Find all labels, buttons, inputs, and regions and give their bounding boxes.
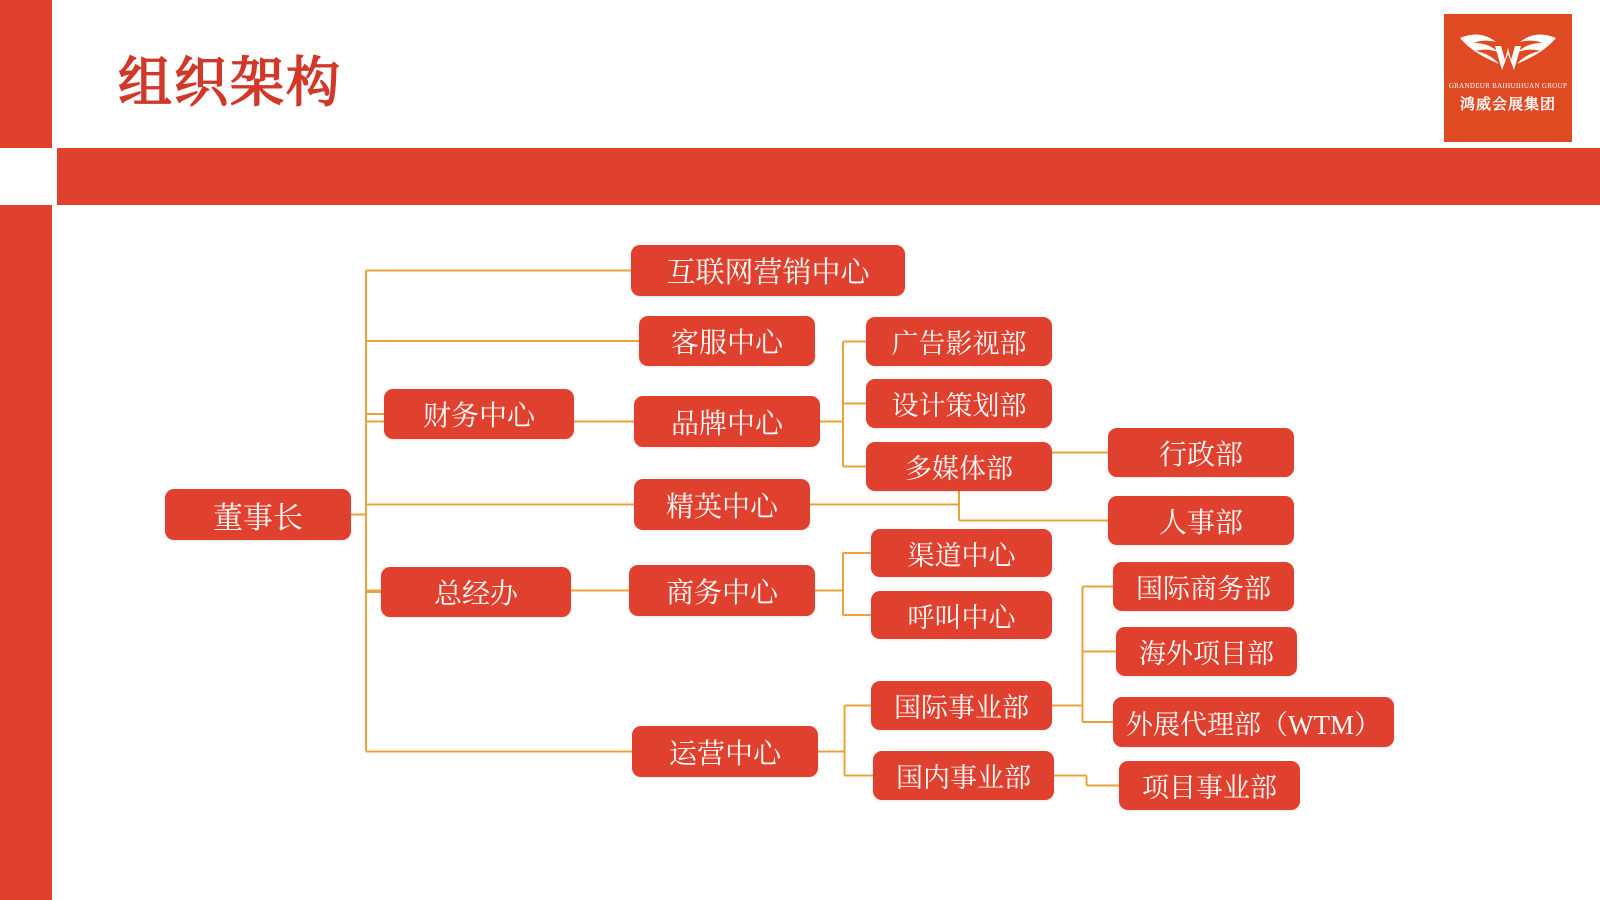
org-node-label: 财务中心 <box>422 401 535 432</box>
org-node-label: 海外项目部 <box>1139 639 1274 669</box>
org-node-business[interactable] <box>629 565 815 616</box>
org-node-label: 品牌中心 <box>670 408 783 440</box>
org-node-label: 行政部 <box>1158 439 1243 471</box>
org-node-internet-mkt[interactable] <box>631 245 905 296</box>
org-node-label: 商务中心 <box>665 577 778 609</box>
org-node-label: 国内事业部 <box>896 763 1031 793</box>
org-node-label: 广告影视部 <box>891 329 1027 359</box>
logo-chinese-text: 鸿威会展集团 <box>1459 95 1556 113</box>
org-node-label: 国际事业部 <box>894 693 1029 723</box>
org-node-project-div[interactable] <box>1119 761 1300 810</box>
org-node-label: 多媒体部 <box>905 454 1013 484</box>
org-node-dom-division[interactable] <box>873 751 1054 800</box>
org-node-channel[interactable] <box>871 529 1052 577</box>
org-node-label: 渠道中心 <box>907 540 1016 571</box>
org-node-intl-business[interactable] <box>1113 562 1294 611</box>
org-node-label: 人事部 <box>1158 507 1243 539</box>
org-node-admin[interactable] <box>1108 428 1294 477</box>
org-node-outbound-wtm[interactable] <box>1113 697 1394 747</box>
org-node-label: 呼叫中心 <box>907 602 1016 633</box>
org-node-label: 总经办 <box>433 579 518 610</box>
org-node-label: 董事长 <box>213 501 303 535</box>
org-node-label: 国际商务部 <box>1136 574 1271 604</box>
org-node-design-plan[interactable] <box>866 379 1052 428</box>
page-title: 组织架构 <box>118 51 342 114</box>
org-node-label: 设计策划部 <box>891 391 1027 421</box>
org-node-label: 客服中心 <box>670 328 783 359</box>
org-node-call-center[interactable] <box>871 591 1052 639</box>
org-node-brand[interactable] <box>634 396 820 447</box>
org-node-label: 项目事业部 <box>1142 773 1277 803</box>
org-node-intl-division[interactable] <box>871 681 1052 730</box>
org-node-label: 外展代理部（WTM） <box>1126 709 1381 740</box>
org-node-label: 运营中心 <box>668 738 781 770</box>
org-node-multimedia[interactable] <box>866 442 1052 491</box>
org-node-hr[interactable] <box>1108 496 1294 545</box>
logo-english-text: GRANDEUR BAIHUIHUAN GROUP <box>1448 82 1568 90</box>
org-node-operation[interactable] <box>632 726 818 777</box>
org-node-customer-svc[interactable] <box>639 316 815 366</box>
org-node-label: 互联网营销中心 <box>666 257 870 289</box>
org-node-finance[interactable] <box>384 389 574 439</box>
org-node-overseas-proj[interactable] <box>1116 627 1297 676</box>
org-node-label: 精英中心 <box>665 491 778 523</box>
org-node-gm-office[interactable] <box>381 567 571 617</box>
org-node-elite[interactable] <box>634 479 810 530</box>
org-node-ad-film[interactable] <box>866 317 1052 366</box>
org-node-chairman[interactable] <box>165 489 351 540</box>
